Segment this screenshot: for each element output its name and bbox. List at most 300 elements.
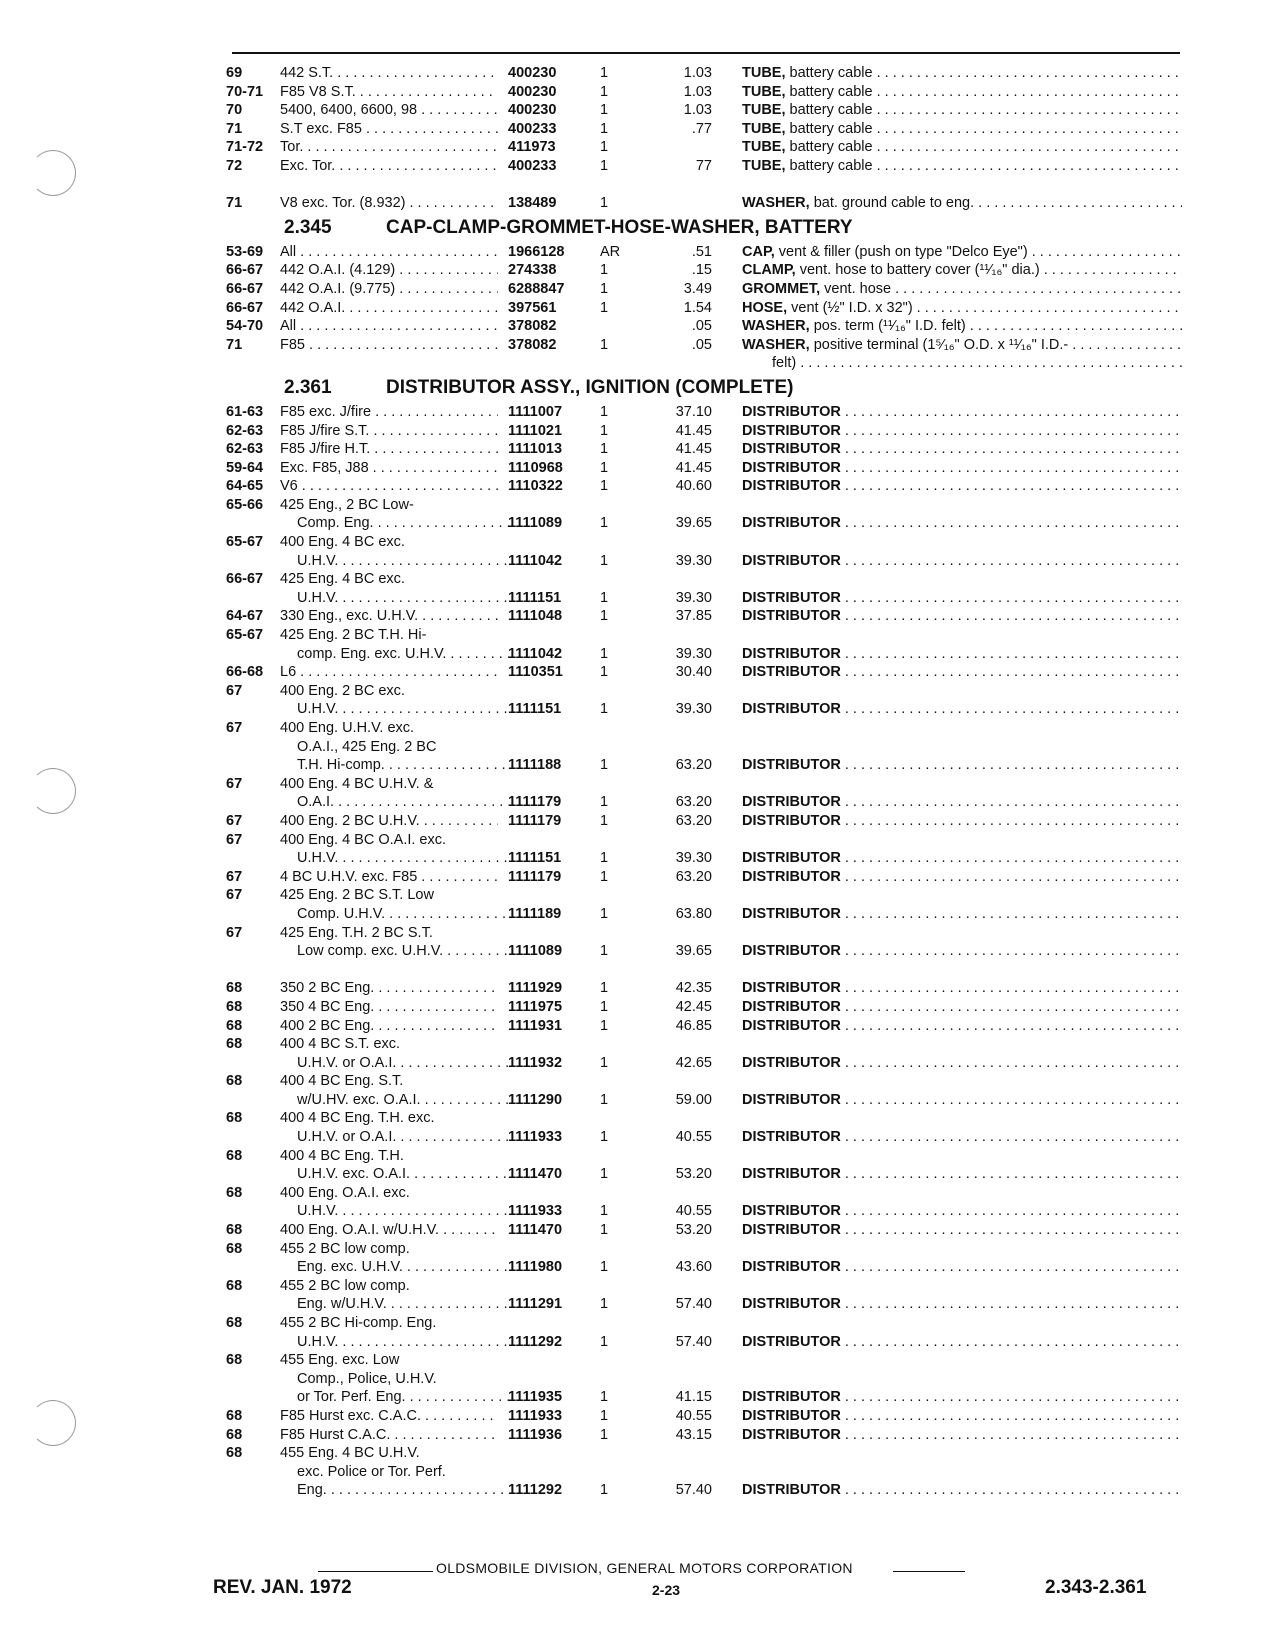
footer-rule-right [893,1571,965,1572]
model-years: 67 [226,812,243,829]
model-years: 59-64 [226,459,264,476]
application: 350 4 BC Eng. . . . [280,998,498,1017]
list-item-continuation [0,1165,1272,1184]
part-number: 1111179 [508,812,562,829]
part-name: DISTRIBUTOR [742,1389,841,1406]
list-item [0,533,1272,552]
list-item-continuation [0,793,1272,812]
price: 63.80 [675,905,712,922]
section-number: 2.361 [284,376,332,398]
list-item [0,157,1272,176]
application: 4 BC U.H.V. exc. F85 . . . [280,868,498,887]
part-name: CLAMP, [742,262,796,279]
price: 1.03 [683,102,712,119]
price: 37.85 [675,608,712,625]
model-years: 61-63 [226,403,264,420]
part-description [742,756,1182,775]
part-name: DISTRIBUTOR [742,1222,841,1239]
application: F85 Hurst exc. C.A.C. . . . [280,1407,498,1426]
list-item [0,1407,1272,1426]
quantity: 1 [600,608,609,625]
quantity: 1 [600,280,609,297]
quantity: 1 [600,478,609,495]
list-item [0,682,1272,701]
list-item-continuation [0,1370,1272,1389]
part-number: 1111179 [508,794,562,811]
part-description [742,1202,1182,1221]
part-description: TUBE, battery cable . . . [742,157,1182,176]
application: 400 4 BC Eng. T.H. [280,1147,404,1164]
part-name: DISTRIBUTOR [742,515,841,532]
part-name: TUBE, [742,139,786,156]
part-name: DISTRIBUTOR [742,850,841,867]
part-number: 1111933 [508,1203,563,1220]
application: 400 Eng. 4 BC U.H.V. & [280,775,434,792]
model-years: 67 [226,868,243,885]
model-years: 68 [226,1073,243,1090]
part-name: GROMMET, [742,280,821,297]
list-item-continuation [0,1258,1272,1277]
part-name: DISTRIBUTOR [742,478,841,495]
part-description: CAP, vent & filler (push on type "Delco Eye") . . . [742,243,1182,262]
part-number: 1111151 [508,589,562,606]
model-years: 68 [226,1445,243,1462]
application: U.H.V. exc. O.A.I. . . . [280,1165,515,1184]
part-name: WASHER, [742,336,810,353]
application: U.H.V. . . . [280,589,515,608]
price: 57.40 [675,1296,712,1313]
list-item-continuation [0,589,1272,608]
part-description: WASHER, pos. term (¹¹⁄₁₆" I.D. felt) . . . [742,317,1182,336]
part-number: 1111042 [508,645,563,662]
list-item-continuation [0,1295,1272,1314]
quantity: 1 [600,757,609,774]
part-description [742,422,1182,441]
application: U.H.V. or O.A.I. . . . [280,1054,515,1073]
list-item [0,924,1272,943]
model-years: 70 [226,102,243,119]
application: V8 exc. Tor. (8.932) . . . [280,194,498,213]
model-years: 65-66 [226,496,264,513]
application: w/U.HV. exc. O.A.I. . . . [280,1091,515,1110]
price: 40.60 [675,478,712,495]
application: U.H.V. . . . [280,849,515,868]
list-item-continuation [0,738,1272,757]
part-number: 1111188 [508,757,562,774]
price: 57.40 [675,1333,712,1350]
price: 1.03 [683,83,712,100]
part-name: DISTRIBUTOR [742,868,841,885]
application: U.H.V. . . . [280,1333,515,1352]
application: O.A.I., 425 Eng. 2 BC [297,738,437,755]
list-item [0,1426,1272,1445]
list-item-continuation [0,1481,1272,1500]
footer-section-range: 2.343-2.361 [1045,1577,1147,1598]
quantity: 1 [600,1389,609,1406]
part-description [742,1128,1182,1147]
price: 1.54 [683,299,712,316]
model-years: 65-67 [226,627,264,644]
quantity: 1 [600,1482,609,1499]
application: 425 Eng. 2 BC T.H. Hi- [280,627,427,644]
quantity: 1 [600,83,609,100]
list-item [0,299,1272,318]
part-description [742,1091,1182,1110]
quantity: 1 [600,1333,609,1350]
list-item [0,440,1272,459]
application: 400 Eng. 4 BC exc. [280,534,405,551]
application: 400 4 BC Eng. S.T. [280,1073,404,1090]
model-years: 68 [226,1407,243,1424]
quantity: 1 [600,1203,609,1220]
application: F85 exc. J/fire . . . [280,403,498,422]
part-number: 1110322 [508,478,563,495]
part-number: 400233 [508,120,557,137]
list-item [0,1277,1272,1296]
part-name: WASHER, [742,195,810,212]
application: Comp., Police, U.H.V. [297,1370,437,1387]
part-name: DISTRIBUTOR [742,1259,841,1276]
list-item [0,1147,1272,1166]
application: Exc. Tor. . . . [280,157,498,176]
list-item [0,1221,1272,1240]
price: 39.65 [675,515,712,532]
part-name: DISTRIBUTOR [742,980,841,997]
part-number: 1111291 [508,1296,563,1313]
list-item-continuation [0,1128,1272,1147]
model-years: 67 [226,831,243,848]
application: 400 4 BC S.T. exc. [280,1036,401,1053]
part-number: 1966128 [508,243,565,260]
section-heading-2345 [0,213,1272,243]
price: 40.55 [675,1407,712,1424]
application: 455 2 BC low comp. [280,1240,410,1257]
quantity: 1 [600,905,609,922]
part-description [742,849,1182,868]
model-years: 67 [226,720,243,736]
model-years: 67 [226,887,243,904]
price: 41.45 [675,441,712,458]
application: F85 . . . [280,336,498,355]
application: 400 2 BC Eng. . . . [280,1017,498,1036]
spacer [0,961,1272,980]
list-item-continuation [0,905,1272,924]
list-item-continuation [0,1091,1272,1110]
application: Exc. F85, J88 . . . [280,459,498,478]
part-name: TUBE, [742,83,786,100]
part-description [742,645,1182,664]
quantity: 1 [600,794,609,811]
price: 59.00 [675,1091,712,1108]
list-item [0,477,1272,496]
list-item-continuation [0,354,1272,373]
part-number: 1111189 [508,905,562,922]
list-item [0,1072,1272,1091]
part-description: TUBE, battery cable . . . [742,138,1182,157]
part-name: TUBE, [742,102,786,119]
quantity: AR [600,243,621,260]
quantity: 1 [600,157,609,174]
model-years: 66-68 [226,664,264,681]
part-description: HOSE, vent (½" I.D. x 32") . . . [742,299,1182,318]
part-name: DISTRIBUTOR [742,812,841,829]
quantity: 1 [600,645,609,662]
price: 3.49 [683,280,712,297]
application: 425 Eng., 2 BC Low- [280,496,414,513]
part-number: 397561 [508,299,557,316]
part-name: WASHER, [742,318,810,335]
price: 41.45 [675,459,712,476]
list-item [0,138,1272,157]
part-number: 1111007 [508,403,563,420]
model-years: 53-69 [226,243,264,260]
part-number: 1111980 [508,1259,563,1276]
application: 400 Eng. 2 BC U.H.V. . . . [280,812,498,831]
list-item [0,663,1272,682]
footer-rule-left [318,1571,433,1572]
part-number: 1111975 [508,998,563,1015]
list-item-continuation [0,1054,1272,1073]
application: 442 O.A.I. (4.129) . . . [280,261,498,280]
part-number: 1111935 [508,1389,563,1406]
footer-revision: REV. JAN. 1972 [213,1577,352,1598]
list-item [0,120,1272,139]
part-number: 378082 [508,318,557,335]
part-number: 1111089 [508,943,563,960]
model-years: 67 [226,682,243,699]
price: 39.30 [675,589,712,606]
model-years: 67 [226,924,243,941]
list-item [0,998,1272,1017]
application: 442 S.T. . . . [280,64,498,83]
model-years: 71-72 [226,139,264,156]
application: Low comp. exc. U.H.V. . . . [280,942,515,961]
part-description [742,812,1182,831]
model-years: 68 [226,1352,243,1369]
part-name: DISTRIBUTOR [742,1333,841,1350]
part-description [742,1017,1182,1036]
part-number: 1111292 [508,1482,563,1499]
part-number: 1111933 [508,1407,563,1424]
application: All . . . [280,317,498,336]
part-number: 1111470 [508,1222,563,1239]
part-name: DISTRIBUTOR [742,422,841,439]
price: 57.40 [675,1482,712,1499]
list-item-continuation [0,1202,1272,1221]
quantity: 1 [600,1017,609,1034]
quantity: 1 [600,195,609,212]
list-item [0,101,1272,120]
application: Eng. w/U.H.V. . . . [280,1295,515,1314]
part-name: DISTRIBUTOR [742,664,841,681]
part-description [742,1407,1182,1426]
model-years: 68 [226,1222,243,1239]
model-years: 68 [226,1017,243,1034]
quantity: 1 [600,812,609,829]
price: 30.40 [675,664,712,681]
list-item [0,1184,1272,1203]
model-years: 66-67 [226,571,264,588]
model-years: 68 [226,1240,243,1257]
model-years: 54-70 [226,318,264,335]
model-years: 67 [226,775,243,792]
part-number: 138489 [508,195,557,212]
application: 400 Eng. O.A.I. exc. [280,1184,410,1201]
part-description [742,1481,1182,1500]
application: exc. Police or Tor. Perf. [297,1463,446,1480]
application: U.H.V. . . . [280,552,515,571]
quantity: 1 [600,1091,609,1108]
part-description [742,514,1182,533]
application: 350 2 BC Eng. . . . [280,979,498,998]
model-years: 65-67 [226,534,264,551]
list-item [0,194,1272,213]
model-years: 68 [226,1110,243,1127]
part-description [742,459,1182,478]
part-name: DISTRIBUTOR [742,459,841,476]
section-title: CAP-CLAMP-GROMMET-HOSE-WASHER, BATTERY [386,216,853,238]
price: 40.55 [675,1129,712,1146]
part-description [742,552,1182,571]
model-years: 68 [226,1426,243,1443]
price: 40.55 [675,1203,712,1220]
price: 41.15 [675,1389,712,1406]
list-item [0,459,1272,478]
part-name: DISTRIBUTOR [742,1091,841,1108]
part-number: 1111292 [508,1333,563,1350]
list-item [0,1035,1272,1054]
price: 1.03 [683,65,712,81]
quantity: 1 [600,1259,609,1276]
application: U.H.V. or O.A.I. . . . [280,1128,515,1147]
part-name: DISTRIBUTOR [742,1203,841,1220]
part-description: WASHER, bat. ground cable to eng. . . . [742,194,1182,213]
price: .77 [691,120,712,137]
part-number: 1111932 [508,1054,563,1071]
parts-list [0,64,1272,1500]
quantity: 1 [600,515,609,532]
quantity: 1 [600,664,609,681]
list-item [0,1351,1272,1370]
list-item [0,1444,1272,1463]
part-name: DISTRIBUTOR [742,1426,841,1443]
application: Eng. exc. U.H.V. . . . [280,1258,515,1277]
model-years: 64-65 [226,478,264,495]
list-item-continuation [0,514,1272,533]
part-number: 1111151 [508,850,562,867]
application: 455 2 BC low comp. [280,1277,410,1294]
part-number: 400230 [508,102,557,119]
quantity: 1 [600,1054,609,1071]
section-title: DISTRIBUTOR ASSY., IGNITION (COMPLETE) [386,376,794,398]
price: 39.30 [675,645,712,662]
part-description-continuation: felt) . . . [742,354,1182,373]
price: 42.65 [675,1054,712,1071]
application: 455 Eng. 4 BC U.H.V. [280,1445,420,1462]
part-number: 274338 [508,262,557,279]
price: .05 [691,336,712,353]
part-description: TUBE, battery cable . . . [742,101,1182,120]
application: Tor. . . . [280,138,498,157]
part-description [742,1258,1182,1277]
application: 400 Eng. O.A.I. w/U.H.V. . . . [280,1221,498,1240]
part-name: DISTRIBUTOR [742,1482,841,1499]
application: F85 Hurst C.A.C. . . . [280,1426,498,1445]
list-item [0,83,1272,102]
price: 39.30 [675,701,712,718]
model-years: 70-71 [226,83,264,100]
application: 442 O.A.I. . . . [280,299,498,318]
list-item [0,570,1272,589]
price: 53.20 [675,1222,712,1239]
part-name: DISTRIBUTOR [742,943,841,960]
list-item [0,979,1272,998]
model-years: 62-63 [226,422,264,439]
part-description: WASHER, positive terminal (1⁵⁄₁₆" O.D. x ¹¹⁄₁₆" I.D.- . . . [742,336,1182,355]
price: 53.20 [675,1166,712,1183]
price: .05 [691,318,712,335]
price: 63.20 [675,794,712,811]
quantity: 1 [600,850,609,867]
model-years: 69 [226,65,243,81]
list-item [0,626,1272,645]
model-years: 71 [226,120,243,137]
list-item-continuation [0,1333,1272,1352]
part-number: 1111470 [508,1166,563,1183]
application: Comp. U.H.V. . . . [280,905,515,924]
quantity: 1 [600,1166,609,1183]
price: 39.30 [675,850,712,867]
part-description [742,700,1182,719]
part-name: DISTRIBUTOR [742,1017,841,1034]
part-description [742,868,1182,887]
quantity: 1 [600,943,609,960]
model-years: 66-67 [226,262,264,279]
part-number: 1111290 [508,1091,563,1108]
price: .15 [691,262,712,279]
part-number: 1111933 [508,1129,563,1146]
model-years: 72 [226,157,243,174]
list-item [0,719,1272,738]
part-description [742,663,1182,682]
list-item [0,831,1272,850]
application: L6 . . . [280,663,498,682]
list-item [0,64,1272,83]
price: 37.10 [675,403,712,420]
part-name: DISTRIBUTOR [742,552,841,569]
list-item [0,317,1272,336]
part-number: 400230 [508,83,557,100]
part-name: DISTRIBUTOR [742,1054,841,1071]
application: 400 Eng. 4 BC O.A.I. exc. [280,831,447,848]
part-name: DISTRIBUTOR [742,998,841,1015]
application: or Tor. Perf. Eng. . . . [280,1388,515,1407]
quantity: 1 [600,1222,609,1239]
application: 425 Eng. 4 BC exc. [280,571,405,588]
part-description [742,905,1182,924]
list-item [0,775,1272,794]
quantity: 1 [600,980,609,997]
price: 42.35 [675,980,712,997]
quantity: 1 [600,1407,609,1424]
model-years: 68 [226,1184,243,1201]
price: 41.45 [675,422,712,439]
list-item [0,422,1272,441]
model-years: 68 [226,1036,243,1053]
application: Eng. . . . [280,1481,515,1500]
model-years: 66-67 [226,280,264,297]
part-name: DISTRIBUTOR [742,589,841,606]
